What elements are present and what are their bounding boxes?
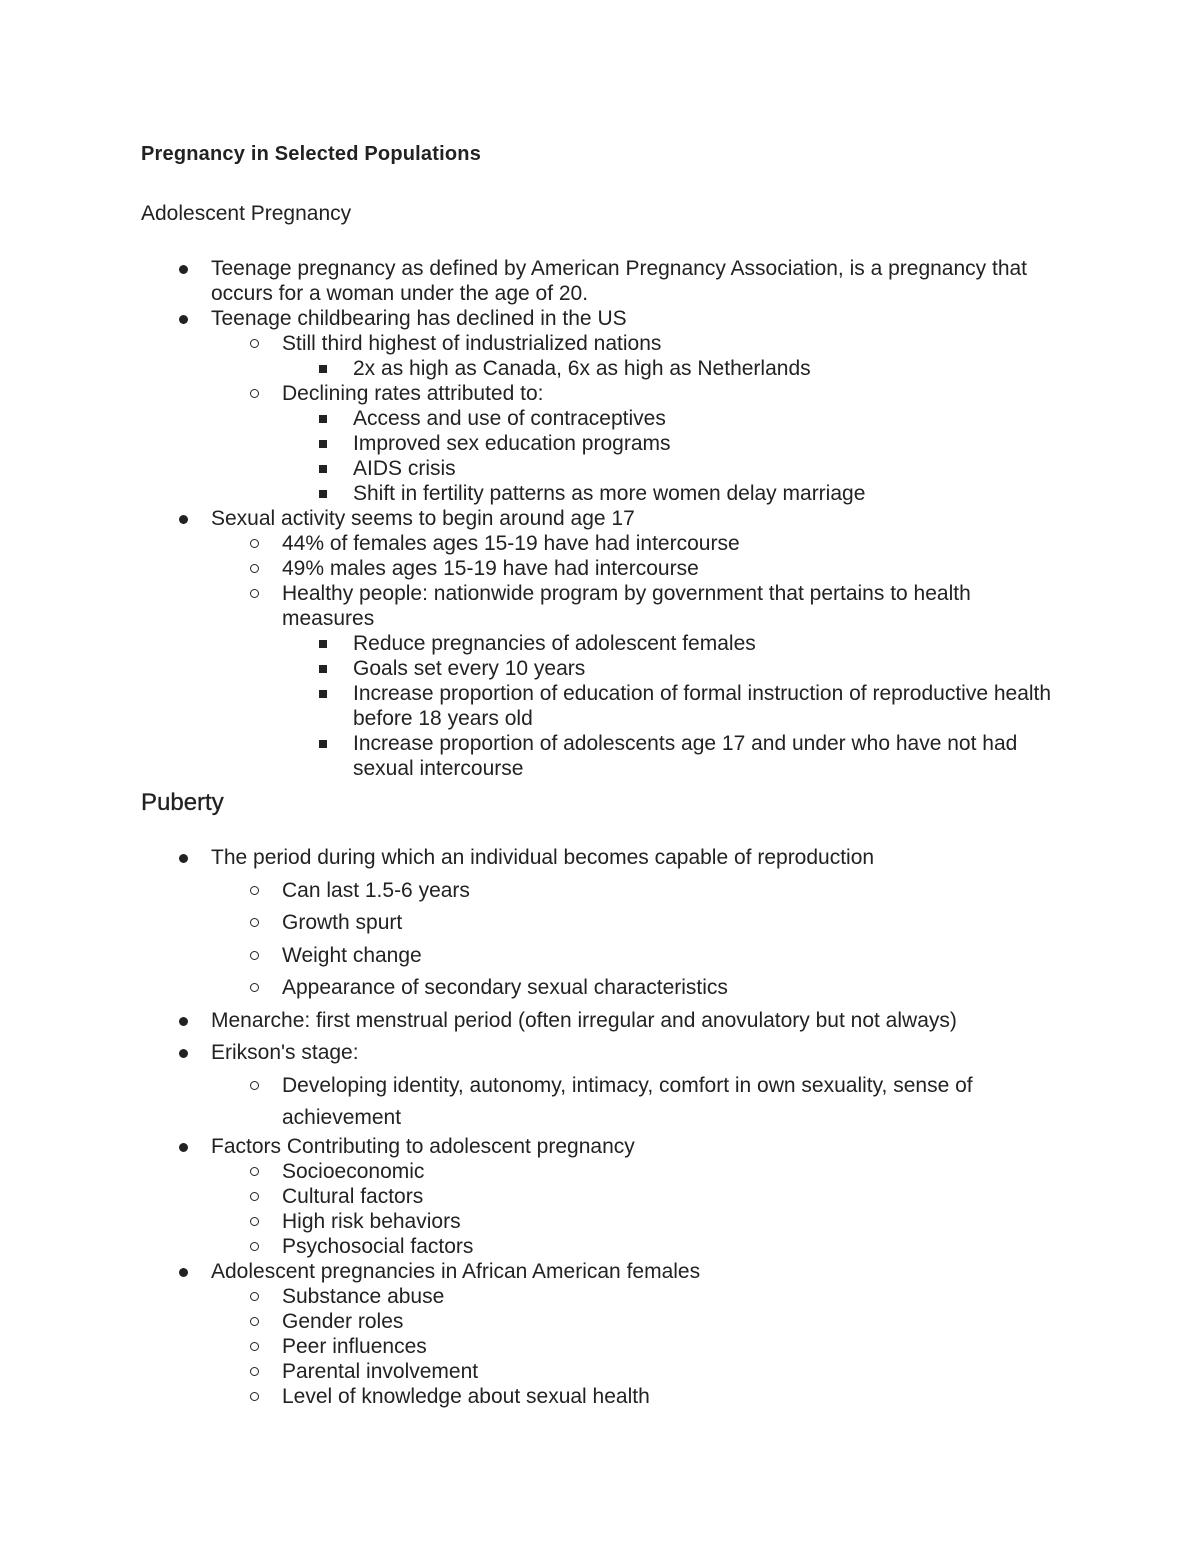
- list-item: Developing identity, autonomy, intimacy, comfort in own sexuality, sense of achievement: [0, 1070, 1200, 1134]
- hollow-bullet-icon: [250, 1081, 259, 1090]
- list-item: Cultural factors: [0, 1184, 1200, 1209]
- hollow-bullet-icon: [250, 564, 259, 573]
- list-item: Goals set every 10 years: [0, 656, 1200, 681]
- filled-bullet-icon: [179, 854, 188, 863]
- square-bullet-icon: [319, 690, 327, 698]
- list-item: Appearance of secondary sexual characteristics: [0, 972, 1200, 1005]
- hollow-bullet-icon: [250, 918, 259, 927]
- list-item: Weight change: [0, 940, 1200, 973]
- list-item: Teenage pregnancy as defined by American Pregnancy Association, is a pregnancy that occurs for a woman under the age of 20.: [0, 256, 1200, 306]
- filled-bullet-icon: [179, 515, 188, 524]
- filled-bullet-icon: [179, 1143, 188, 1152]
- list-item: Substance abuse: [0, 1284, 1200, 1309]
- list-item: Socioeconomic: [0, 1159, 1200, 1184]
- filled-bullet-icon: [179, 1049, 188, 1058]
- list-item: The period during which an individual becomes capable of reproduction: [0, 842, 1200, 875]
- list-item: Access and use of contraceptives: [0, 406, 1200, 431]
- list-item: Factors Contributing to adolescent pregnancy: [0, 1134, 1200, 1159]
- section-heading-adolescent-pregnancy: Adolescent Pregnancy: [141, 202, 352, 225]
- hollow-bullet-icon: [250, 389, 259, 398]
- hollow-bullet-icon: [250, 886, 259, 895]
- hollow-bullet-icon: [250, 539, 259, 548]
- list-item: Can last 1.5-6 years: [0, 875, 1200, 908]
- list-item: Psychosocial factors: [0, 1234, 1200, 1259]
- square-bullet-icon: [319, 440, 327, 448]
- hollow-bullet-icon: [250, 1192, 259, 1201]
- hollow-bullet-icon: [250, 1292, 259, 1301]
- hollow-bullet-icon: [250, 1392, 259, 1401]
- list-item: Still third highest of industrialized nations: [0, 331, 1200, 356]
- list-item: Adolescent pregnancies in African American females: [0, 1259, 1200, 1284]
- list-item: Increase proportion of adolescents age 17 and under who have not had sexual intercourse: [0, 731, 1200, 781]
- hollow-bullet-icon: [250, 1317, 259, 1326]
- list-item: Gender roles: [0, 1309, 1200, 1334]
- hollow-bullet-icon: [250, 983, 259, 992]
- hollow-bullet-icon: [250, 589, 259, 598]
- list-item: Increase proportion of education of formal instruction of reproductive health before 18 years old: [0, 681, 1200, 731]
- hollow-bullet-icon: [250, 1367, 259, 1376]
- list-item: Growth spurt: [0, 907, 1200, 940]
- list-item: Reduce pregnancies of adolescent females: [0, 631, 1200, 656]
- hollow-bullet-icon: [250, 1217, 259, 1226]
- square-bullet-icon: [319, 465, 327, 473]
- list-item: Shift in fertility patterns as more women delay marriage: [0, 481, 1200, 506]
- hollow-bullet-icon: [250, 1342, 259, 1351]
- section-heading-puberty: Puberty: [141, 789, 224, 816]
- square-bullet-icon: [319, 490, 327, 498]
- filled-bullet-icon: [179, 265, 188, 274]
- list-item: Parental involvement: [0, 1359, 1200, 1384]
- list-item: Level of knowledge about sexual health: [0, 1384, 1200, 1409]
- list-item: 49% males ages 15-19 have had intercourse: [0, 556, 1200, 581]
- square-bullet-icon: [319, 365, 327, 373]
- document-title: Pregnancy in Selected Populations: [141, 143, 482, 165]
- filled-bullet-icon: [179, 315, 188, 324]
- filled-bullet-icon: [179, 1017, 188, 1026]
- list-item: AIDS crisis: [0, 456, 1200, 481]
- square-bullet-icon: [319, 415, 327, 423]
- square-bullet-icon: [319, 640, 327, 648]
- adolescent-pregnancy-list: [0, 256, 1200, 781]
- list-item: Declining rates attributed to:: [0, 381, 1200, 406]
- list-item: 44% of females ages 15-19 have had intercourse: [0, 531, 1200, 556]
- list-item: Improved sex education programs: [0, 431, 1200, 456]
- hollow-bullet-icon: [250, 339, 259, 348]
- list-item: Sexual activity seems to begin around age 17: [0, 506, 1200, 531]
- list-item: Healthy people: nationwide program by government that pertains to health measures: [0, 581, 1200, 631]
- square-bullet-icon: [319, 740, 327, 748]
- list-item: Menarche: first menstrual period (often irregular and anovulatory but not always): [0, 1005, 1200, 1038]
- filled-bullet-icon: [179, 1268, 188, 1277]
- hollow-bullet-icon: [250, 1167, 259, 1176]
- square-bullet-icon: [319, 665, 327, 673]
- list-item: 2x as high as Canada, 6x as high as Netherlands: [0, 356, 1200, 381]
- list-item: High risk behaviors: [0, 1209, 1200, 1234]
- list-item: Teenage childbearing has declined in the US: [0, 306, 1200, 331]
- list-item: Erikson's stage:: [0, 1037, 1200, 1070]
- hollow-bullet-icon: [250, 951, 259, 960]
- puberty-list: [0, 842, 1200, 1409]
- hollow-bullet-icon: [250, 1242, 259, 1251]
- list-item: Peer influences: [0, 1334, 1200, 1359]
